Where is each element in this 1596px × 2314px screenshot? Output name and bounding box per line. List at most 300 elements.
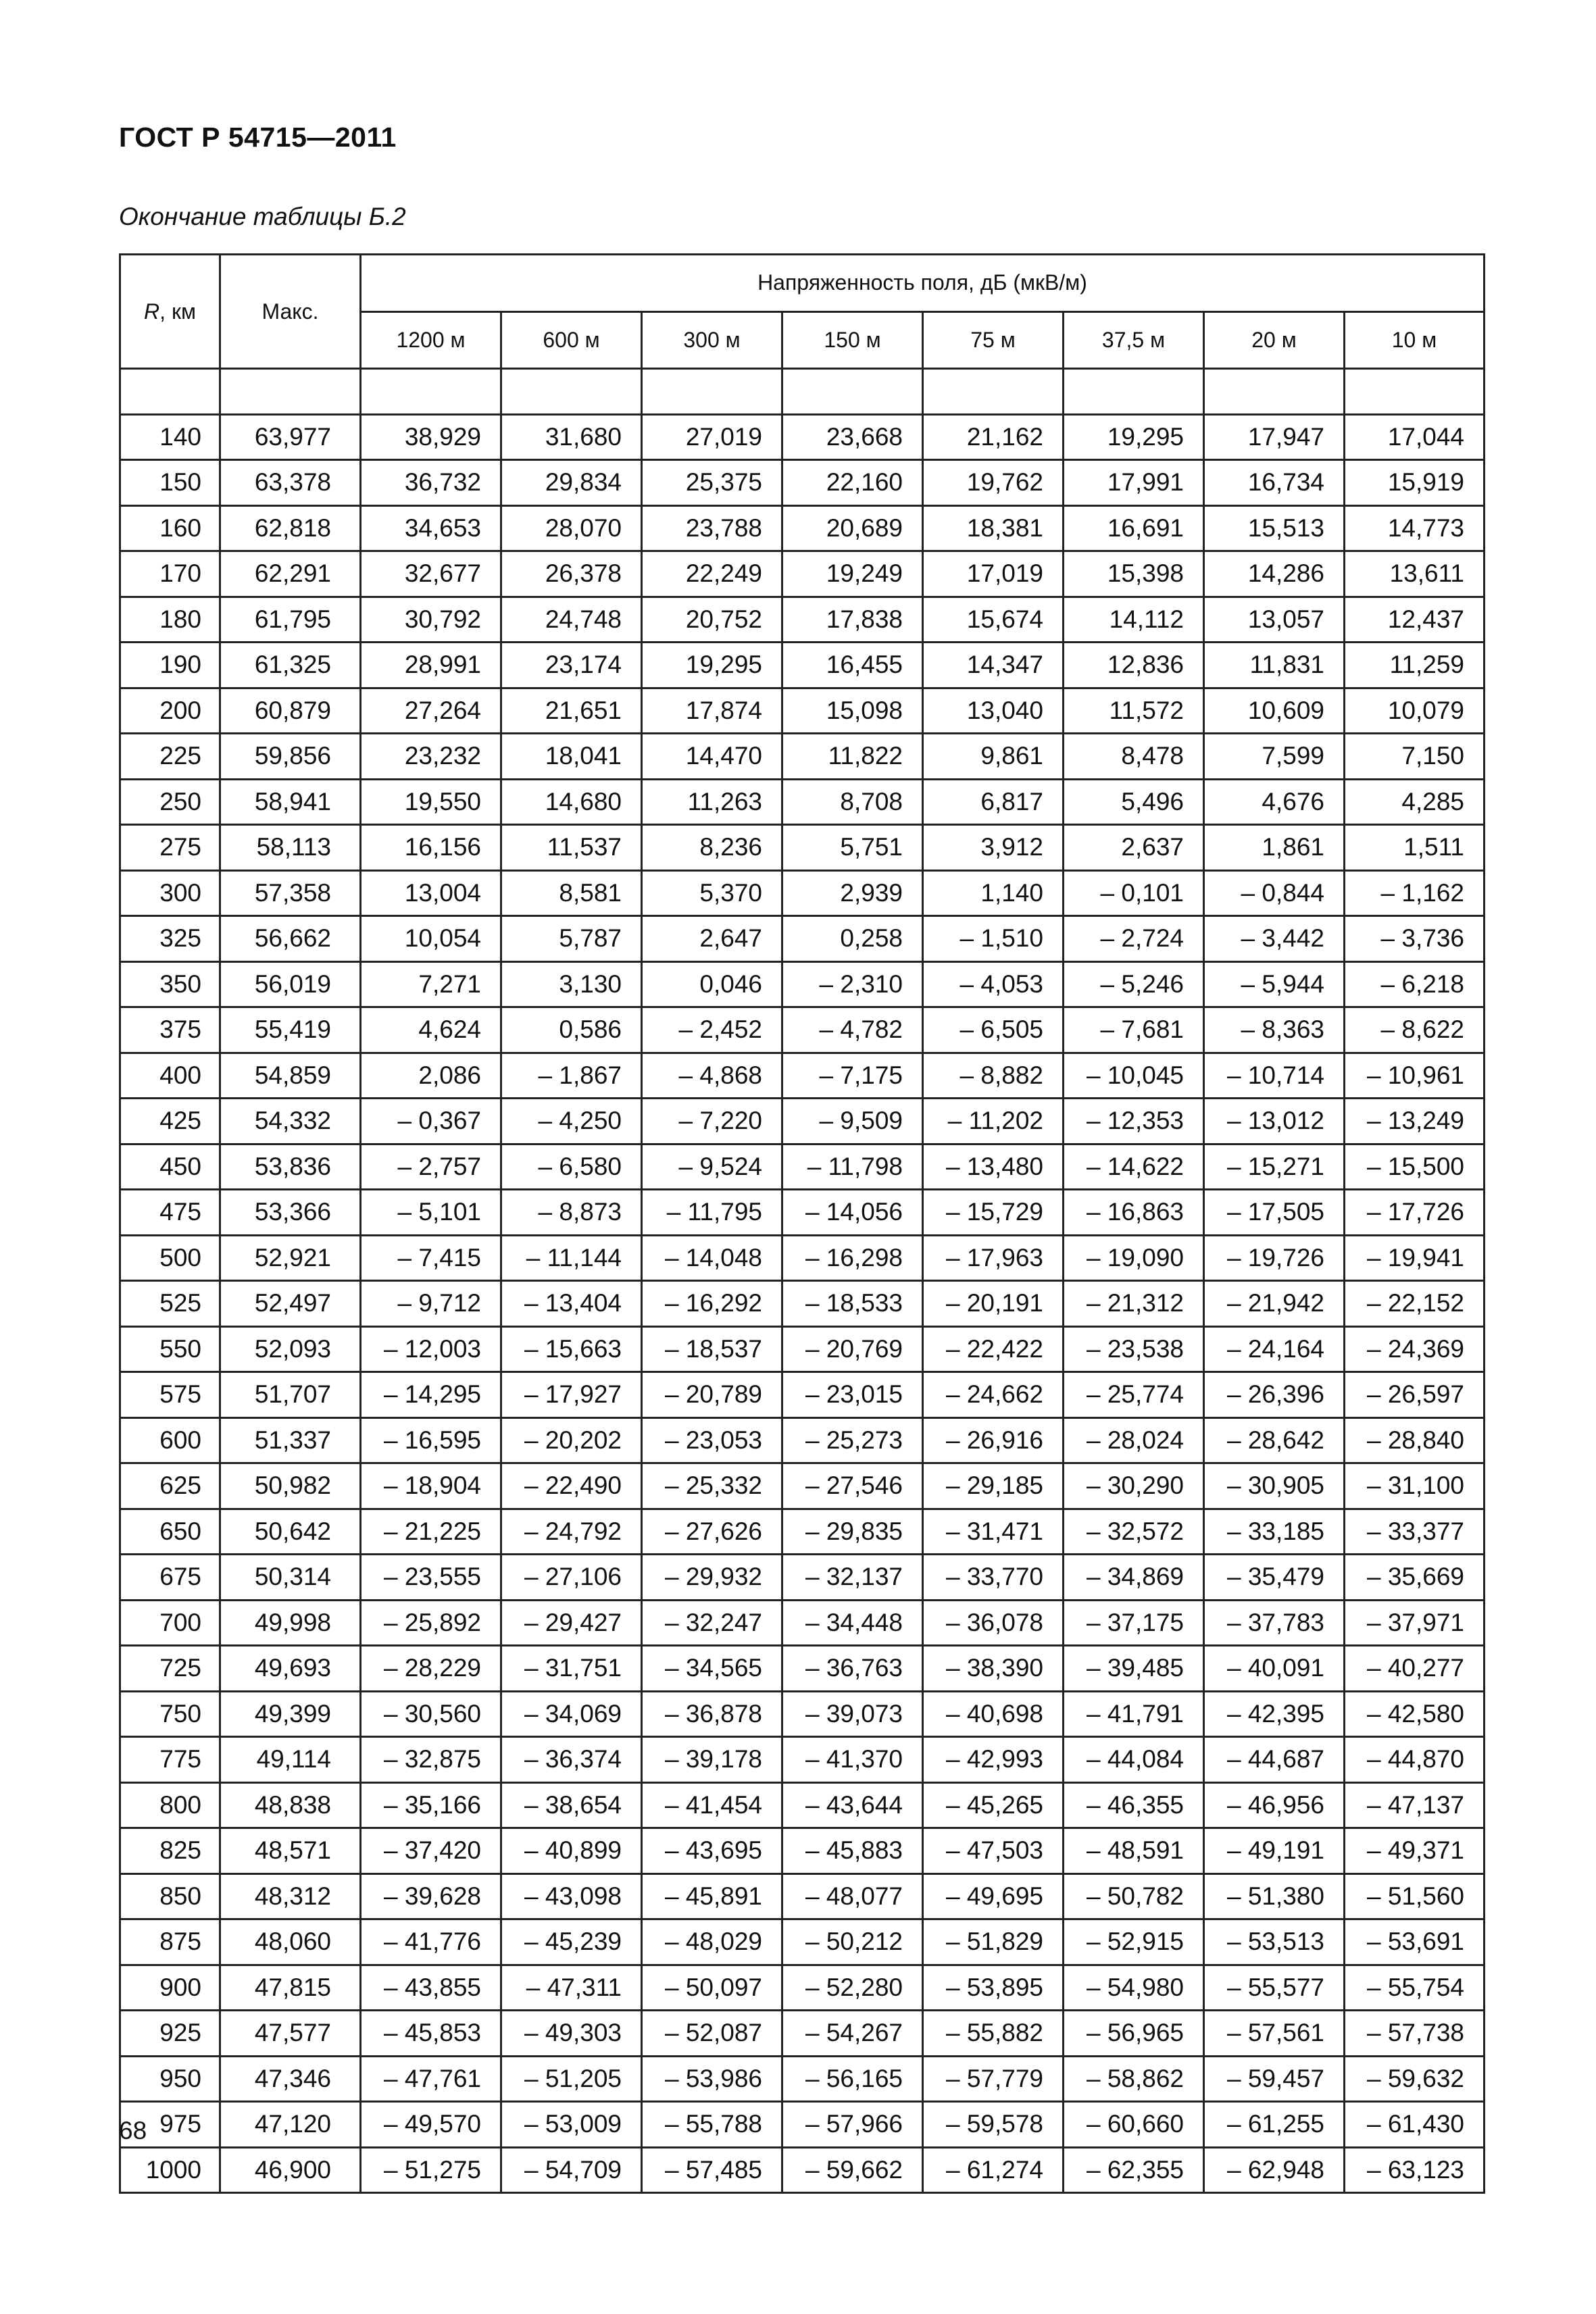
header-height-column: 37,5 м	[1064, 311, 1204, 369]
distance-cell: 825	[120, 1828, 220, 1874]
field-strength-cell: 6,817	[923, 779, 1064, 825]
field-strength-cell: 17,991	[1064, 460, 1204, 506]
table-row	[120, 1782, 1485, 1828]
field-strength-cell: – 24,792	[501, 1509, 642, 1555]
field-strength-cell: – 10,961	[1345, 1053, 1485, 1099]
field-strength-cell: – 50,782	[1064, 1873, 1204, 1919]
field-strength-cell: – 19,726	[1204, 1235, 1345, 1281]
field-strength-cell: – 32,137	[782, 1555, 923, 1601]
field-strength-cell: 32,677	[361, 551, 501, 597]
table-row	[120, 597, 1485, 643]
field-strength-cell: 17,044	[1345, 414, 1485, 460]
table-row	[120, 1281, 1485, 1327]
field-strength-cell: – 7,681	[1064, 1007, 1204, 1053]
table-row	[120, 1509, 1485, 1555]
field-strength-cell: – 29,835	[782, 1509, 923, 1555]
field-strength-cell: 28,070	[501, 505, 642, 551]
separator-cell	[220, 369, 361, 415]
table-row	[120, 1965, 1485, 2011]
field-strength-cell: – 45,853	[361, 2011, 501, 2057]
field-strength-cell: – 23,053	[642, 1417, 782, 1463]
table-row	[120, 2147, 1485, 2193]
field-strength-cell: – 9,712	[361, 1281, 501, 1327]
field-strength-cell: – 39,073	[782, 1691, 923, 1737]
field-strength-cell: 4,285	[1345, 779, 1485, 825]
field-strength-cell: 31,680	[501, 414, 642, 460]
max-value-cell: 60,879	[220, 688, 361, 734]
field-strength-cell: – 32,572	[1064, 1509, 1204, 1555]
field-strength-cell: – 29,185	[923, 1463, 1064, 1509]
field-strength-cell: – 4,053	[923, 961, 1064, 1007]
field-strength-cell: – 15,271	[1204, 1144, 1345, 1190]
field-strength-cell: 15,398	[1064, 551, 1204, 597]
field-strength-cell: – 34,069	[501, 1691, 642, 1737]
field-strength-cell: 19,295	[1064, 414, 1204, 460]
table-row	[120, 779, 1485, 825]
field-strength-cell: 23,174	[501, 643, 642, 688]
field-strength-cell: – 26,597	[1345, 1372, 1485, 1418]
field-strength-cell: – 42,993	[923, 1737, 1064, 1783]
distance-cell: 425	[120, 1099, 220, 1145]
field-strength-cell: – 25,774	[1064, 1372, 1204, 1418]
field-strength-cell: – 7,175	[782, 1053, 923, 1099]
field-strength-cell: – 43,644	[782, 1782, 923, 1828]
field-strength-cell: 8,236	[642, 825, 782, 871]
field-strength-cell: – 47,137	[1345, 1782, 1485, 1828]
field-strength-cell: – 61,255	[1204, 2102, 1345, 2148]
separator-cell	[1345, 369, 1485, 415]
header-distance-symbol: R	[144, 299, 160, 324]
field-strength-cell: – 51,380	[1204, 1873, 1345, 1919]
field-strength-cell: – 19,941	[1345, 1235, 1485, 1281]
field-strength-cell: – 36,763	[782, 1646, 923, 1692]
field-strength-cell: – 47,503	[923, 1828, 1064, 1874]
field-strength-cell: 23,232	[361, 734, 501, 780]
table-row	[120, 460, 1485, 506]
field-strength-cell: – 57,966	[782, 2102, 923, 2148]
header-height-column: 75 м	[923, 311, 1064, 369]
field-strength-cell: – 45,891	[642, 1873, 782, 1919]
field-strength-cell: – 33,770	[923, 1555, 1064, 1601]
field-strength-cell: 29,834	[501, 460, 642, 506]
table-row	[120, 414, 1485, 460]
field-strength-cell: – 42,395	[1204, 1691, 1345, 1737]
field-strength-cell: – 36,878	[642, 1691, 782, 1737]
field-strength-cell: 5,370	[642, 870, 782, 916]
distance-cell: 375	[120, 1007, 220, 1053]
field-strength-cell: 0,046	[642, 961, 782, 1007]
field-strength-cell: – 2,310	[782, 961, 923, 1007]
field-strength-cell: – 57,779	[923, 2056, 1064, 2102]
field-strength-cell: – 0,101	[1064, 870, 1204, 916]
field-strength-cell: – 2,452	[642, 1007, 782, 1053]
max-value-cell: 48,312	[220, 1873, 361, 1919]
field-strength-cell: 20,689	[782, 505, 923, 551]
field-strength-cell: – 24,164	[1204, 1326, 1345, 1372]
field-strength-cell: 26,378	[501, 551, 642, 597]
field-strength-cell: – 57,561	[1204, 2011, 1345, 2057]
table-row	[120, 2102, 1485, 2148]
table-row	[120, 1646, 1485, 1692]
field-strength-cell: – 57,485	[642, 2147, 782, 2193]
field-strength-cell: – 37,783	[1204, 1600, 1345, 1646]
field-strength-cell: – 12,003	[361, 1326, 501, 1372]
distance-cell: 170	[120, 551, 220, 597]
field-strength-cell: 8,581	[501, 870, 642, 916]
distance-cell: 800	[120, 1782, 220, 1828]
field-strength-cell: – 1,867	[501, 1053, 642, 1099]
distance-cell: 550	[120, 1326, 220, 1372]
field-strength-cell: – 38,390	[923, 1646, 1064, 1692]
field-strength-cell: – 44,687	[1204, 1737, 1345, 1783]
field-strength-cell: 20,752	[642, 597, 782, 643]
field-strength-cell: – 4,250	[501, 1099, 642, 1145]
table-row	[120, 1873, 1485, 1919]
max-value-cell: 50,982	[220, 1463, 361, 1509]
field-strength-cell: – 46,956	[1204, 1782, 1345, 1828]
field-strength-cell: 5,751	[782, 825, 923, 871]
field-strength-cell: – 49,303	[501, 2011, 642, 2057]
max-value-cell: 61,325	[220, 643, 361, 688]
table-row	[120, 1007, 1485, 1053]
field-strength-cell: – 31,751	[501, 1646, 642, 1692]
table-row	[120, 1691, 1485, 1737]
field-strength-cell: – 43,098	[501, 1873, 642, 1919]
field-strength-cell: – 18,904	[361, 1463, 501, 1509]
field-strength-cell: 30,792	[361, 597, 501, 643]
field-strength-cell: – 0,367	[361, 1099, 501, 1145]
distance-cell: 975	[120, 2102, 220, 2148]
field-strength-cell: 12,836	[1064, 643, 1204, 688]
distance-cell: 500	[120, 1235, 220, 1281]
max-value-cell: 53,836	[220, 1144, 361, 1190]
field-strength-cell: 25,375	[642, 460, 782, 506]
field-strength-cell: – 63,123	[1345, 2147, 1485, 2193]
field-strength-cell: – 40,091	[1204, 1646, 1345, 1692]
table-row	[120, 688, 1485, 734]
max-value-cell: 51,707	[220, 1372, 361, 1418]
field-strength-cell: 14,470	[642, 734, 782, 780]
field-strength-cell: – 5,101	[361, 1190, 501, 1236]
table-row	[120, 1053, 1485, 1099]
field-strength-cell: – 13,480	[923, 1144, 1064, 1190]
table-row	[120, 1372, 1485, 1418]
field-strength-cell: 12,437	[1345, 597, 1485, 643]
field-strength-cell: – 10,045	[1064, 1053, 1204, 1099]
field-strength-cell: 11,259	[1345, 643, 1485, 688]
field-strength-cell: – 62,355	[1064, 2147, 1204, 2193]
field-strength-cell: 15,674	[923, 597, 1064, 643]
distance-cell: 750	[120, 1691, 220, 1737]
distance-cell: 275	[120, 825, 220, 871]
field-strength-cell: – 27,106	[501, 1555, 642, 1601]
field-strength-cell: 11,572	[1064, 688, 1204, 734]
field-strength-cell: – 53,986	[642, 2056, 782, 2102]
table-row	[120, 1326, 1485, 1372]
max-value-cell: 53,366	[220, 1190, 361, 1236]
header-field-strength: Напряженность поля, дБ (мкВ/м)	[361, 255, 1485, 312]
field-strength-cell: 22,160	[782, 460, 923, 506]
header-separator-row	[120, 369, 1485, 415]
distance-cell: 725	[120, 1646, 220, 1692]
field-strength-cell: 11,831	[1204, 643, 1345, 688]
max-value-cell: 47,346	[220, 2056, 361, 2102]
field-strength-cell: – 26,396	[1204, 1372, 1345, 1418]
field-strength-cell: 11,822	[782, 734, 923, 780]
distance-cell: 200	[120, 688, 220, 734]
field-strength-cell: – 36,374	[501, 1737, 642, 1783]
distance-cell: 575	[120, 1372, 220, 1418]
max-value-cell: 50,314	[220, 1555, 361, 1601]
field-strength-cell: – 45,239	[501, 1919, 642, 1965]
field-strength-cell: – 53,895	[923, 1965, 1064, 2011]
field-strength-cell: – 32,875	[361, 1737, 501, 1783]
field-strength-cell: 2,939	[782, 870, 923, 916]
table-row	[120, 1828, 1485, 1874]
field-strength-cell: – 37,175	[1064, 1600, 1204, 1646]
header-height-column: 1200 м	[361, 311, 501, 369]
field-strength-cell: 8,478	[1064, 734, 1204, 780]
field-strength-cell: 27,264	[361, 688, 501, 734]
field-strength-cell: 11,537	[501, 825, 642, 871]
max-value-cell: 55,419	[220, 1007, 361, 1053]
table-row	[120, 505, 1485, 551]
distance-cell: 250	[120, 779, 220, 825]
distance-cell: 325	[120, 916, 220, 962]
field-strength-cell: – 19,090	[1064, 1235, 1204, 1281]
field-strength-cell: – 52,915	[1064, 1919, 1204, 1965]
separator-cell	[642, 369, 782, 415]
field-strength-cell: – 55,882	[923, 2011, 1064, 2057]
field-strength-cell: – 16,863	[1064, 1190, 1204, 1236]
field-strength-cell: – 9,509	[782, 1099, 923, 1145]
field-strength-cell: 2,647	[642, 916, 782, 962]
field-strength-cell: – 54,267	[782, 2011, 923, 2057]
field-strength-cell: – 16,298	[782, 1235, 923, 1281]
table-header	[120, 255, 1485, 369]
field-strength-cell: – 11,795	[642, 1190, 782, 1236]
field-strength-cell: – 8,622	[1345, 1007, 1485, 1053]
field-strength-cell: – 29,932	[642, 1555, 782, 1601]
field-strength-cell: 0,258	[782, 916, 923, 962]
distance-cell: 700	[120, 1600, 220, 1646]
max-value-cell: 47,815	[220, 1965, 361, 2011]
field-strength-cell: 13,040	[923, 688, 1064, 734]
field-strength-cell: – 35,166	[361, 1782, 501, 1828]
field-strength-cell: 5,496	[1064, 779, 1204, 825]
max-value-cell: 63,977	[220, 414, 361, 460]
field-strength-cell: – 47,761	[361, 2056, 501, 2102]
field-strength-cell: – 0,844	[1204, 870, 1345, 916]
field-strength-cell: – 17,927	[501, 1372, 642, 1418]
field-strength-cell: – 24,662	[923, 1372, 1064, 1418]
field-strength-cell: – 28,229	[361, 1646, 501, 1692]
field-strength-cell: – 47,311	[501, 1965, 642, 2011]
field-strength-cell: – 30,290	[1064, 1463, 1204, 1509]
field-strength-cell: – 39,628	[361, 1873, 501, 1919]
field-strength-cell: – 11,798	[782, 1144, 923, 1190]
field-strength-cell: – 14,048	[642, 1235, 782, 1281]
max-value-cell: 61,795	[220, 597, 361, 643]
field-strength-cell: – 39,485	[1064, 1646, 1204, 1692]
field-strength-cell: – 24,369	[1345, 1326, 1485, 1372]
field-strength-cell: – 61,430	[1345, 2102, 1485, 2148]
field-strength-cell: – 52,087	[642, 2011, 782, 2057]
field-strength-cell: – 15,729	[923, 1190, 1064, 1236]
field-strength-cell: – 45,883	[782, 1828, 923, 1874]
field-strength-cell: 34,653	[361, 505, 501, 551]
field-strength-cell: – 21,942	[1204, 1281, 1345, 1327]
field-strength-cell: – 27,626	[642, 1509, 782, 1555]
field-strength-cell: – 34,565	[642, 1646, 782, 1692]
field-strength-cell: – 25,332	[642, 1463, 782, 1509]
field-strength-cell: 17,019	[923, 551, 1064, 597]
field-strength-cell: – 59,578	[923, 2102, 1064, 2148]
field-strength-cell: 7,271	[361, 961, 501, 1007]
field-strength-cell: 36,732	[361, 460, 501, 506]
field-strength-cell: – 14,056	[782, 1190, 923, 1236]
distance-cell: 160	[120, 505, 220, 551]
field-strength-cell: – 26,916	[923, 1417, 1064, 1463]
field-strength-cell: 1,140	[923, 870, 1064, 916]
field-strength-cell: – 22,152	[1345, 1281, 1485, 1327]
field-strength-cell: 16,691	[1064, 505, 1204, 551]
field-strength-cell: – 14,295	[361, 1372, 501, 1418]
separator-cell	[923, 369, 1064, 415]
separator-cell	[501, 369, 642, 415]
field-strength-cell: – 53,691	[1345, 1919, 1485, 1965]
table-row	[120, 2011, 1485, 2057]
field-strength-cell: 13,611	[1345, 551, 1485, 597]
field-strength-cell: – 9,524	[642, 1144, 782, 1190]
field-strength-cell: – 15,663	[501, 1326, 642, 1372]
field-strength-cell: – 58,862	[1064, 2056, 1204, 2102]
field-strength-cell: – 57,738	[1345, 2011, 1485, 2057]
field-strength-cell: 1,511	[1345, 825, 1485, 871]
field-strength-cell: – 13,404	[501, 1281, 642, 1327]
field-strength-cell: – 17,963	[923, 1235, 1064, 1281]
field-strength-cell: – 3,442	[1204, 916, 1345, 962]
field-strength-cell: – 51,275	[361, 2147, 501, 2193]
field-strength-cell: – 10,714	[1204, 1053, 1345, 1099]
max-value-cell: 62,818	[220, 505, 361, 551]
table-row	[120, 734, 1485, 780]
field-strength-cell: 7,599	[1204, 734, 1345, 780]
max-value-cell: 58,941	[220, 779, 361, 825]
field-strength-cell: 15,919	[1345, 460, 1485, 506]
document-title: ГОСТ Р 54715—2011	[119, 122, 397, 153]
field-strength-cell: – 28,642	[1204, 1417, 1345, 1463]
field-strength-cell: – 49,570	[361, 2102, 501, 2148]
field-strength-cell: 4,676	[1204, 779, 1345, 825]
field-strength-cell: – 37,420	[361, 1828, 501, 1874]
field-strength-cell: 8,708	[782, 779, 923, 825]
field-strength-cell: – 30,905	[1204, 1463, 1345, 1509]
field-strength-cell: – 41,454	[642, 1782, 782, 1828]
field-strength-cell: – 5,246	[1064, 961, 1204, 1007]
table-row	[120, 551, 1485, 597]
field-strength-cell: 19,249	[782, 551, 923, 597]
field-strength-cell: – 6,505	[923, 1007, 1064, 1053]
field-strength-cell: – 2,757	[361, 1144, 501, 1190]
field-strength-cell: – 17,505	[1204, 1190, 1345, 1236]
separator-cell	[1064, 369, 1204, 415]
table-row	[120, 1600, 1485, 1646]
field-strength-cell: – 54,980	[1064, 1965, 1204, 2011]
field-strength-cell: – 16,595	[361, 1417, 501, 1463]
field-strength-cell: 10,079	[1345, 688, 1485, 734]
field-strength-cell: – 56,965	[1064, 2011, 1204, 2057]
field-strength-cell: 14,680	[501, 779, 642, 825]
distance-cell: 400	[120, 1053, 220, 1099]
field-strength-cell: 17,838	[782, 597, 923, 643]
field-strength-cell: 4,624	[361, 1007, 501, 1053]
header-height-column: 150 м	[782, 311, 923, 369]
distance-cell: 525	[120, 1281, 220, 1327]
field-strength-cell: – 4,782	[782, 1007, 923, 1053]
field-strength-cell: – 51,560	[1345, 1873, 1485, 1919]
field-strength-cell: 27,019	[642, 414, 782, 460]
field-strength-cell: 13,057	[1204, 597, 1345, 643]
field-strength-cell: 10,054	[361, 916, 501, 962]
field-strength-cell: – 51,205	[501, 2056, 642, 2102]
field-strength-table	[119, 253, 1485, 2194]
max-value-cell: 49,998	[220, 1600, 361, 1646]
table-row	[120, 916, 1485, 962]
field-strength-cell: 13,004	[361, 870, 501, 916]
table-row	[120, 1737, 1485, 1783]
field-strength-cell: – 33,185	[1204, 1509, 1345, 1555]
field-strength-cell: 9,861	[923, 734, 1064, 780]
field-strength-cell: – 16,292	[642, 1281, 782, 1327]
table-row	[120, 1235, 1485, 1281]
field-strength-cell: – 7,220	[642, 1099, 782, 1145]
field-strength-cell: – 55,788	[642, 2102, 782, 2148]
field-strength-cell: 2,086	[361, 1053, 501, 1099]
field-strength-cell: – 25,892	[361, 1600, 501, 1646]
field-strength-cell: – 5,944	[1204, 961, 1345, 1007]
field-strength-cell: – 13,012	[1204, 1099, 1345, 1145]
distance-cell: 475	[120, 1190, 220, 1236]
field-strength-cell: 15,513	[1204, 505, 1345, 551]
table-row	[120, 2056, 1485, 2102]
table-row	[120, 825, 1485, 871]
header-height-column: 20 м	[1204, 311, 1345, 369]
field-strength-cell: 0,586	[501, 1007, 642, 1053]
field-strength-cell: – 49,191	[1204, 1828, 1345, 1874]
max-value-cell: 52,093	[220, 1326, 361, 1372]
max-value-cell: 52,497	[220, 1281, 361, 1327]
field-strength-cell: – 41,791	[1064, 1691, 1204, 1737]
field-strength-cell: – 54,709	[501, 2147, 642, 2193]
field-strength-cell: 19,762	[923, 460, 1064, 506]
field-strength-cell: – 23,555	[361, 1555, 501, 1601]
field-strength-cell: – 53,513	[1204, 1919, 1345, 1965]
max-value-cell: 47,120	[220, 2102, 361, 2148]
field-strength-cell: – 29,427	[501, 1600, 642, 1646]
distance-cell: 950	[120, 2056, 220, 2102]
distance-cell: 1000	[120, 2147, 220, 2193]
field-strength-cell: – 43,855	[361, 1965, 501, 2011]
field-strength-cell: – 34,869	[1064, 1555, 1204, 1601]
table-row	[120, 1144, 1485, 1190]
field-strength-cell: – 28,840	[1345, 1417, 1485, 1463]
field-strength-cell: – 14,622	[1064, 1144, 1204, 1190]
field-strength-cell: – 8,882	[923, 1053, 1064, 1099]
field-strength-cell: 16,455	[782, 643, 923, 688]
distance-cell: 625	[120, 1463, 220, 1509]
field-strength-cell: 3,912	[923, 825, 1064, 871]
